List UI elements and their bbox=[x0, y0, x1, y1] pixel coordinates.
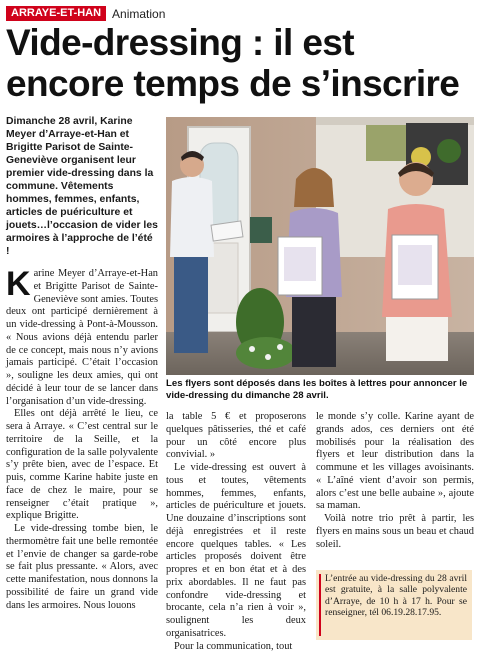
body-paragraph: Le vide-dressing tombe bien, le thermomètre fait une belle remontée et l’envie de changer sa garde-robe se fait plus pressante. « Alors, avec cette manifestation, nous donnons la possibilité de faire un grand vide dans les armoires. Nous louons bbox=[6, 523, 158, 612]
photo-caption: Les flyers sont déposés dans les boîtes à lettres pour annoncer le vide-dressing du dimanche 28 avril. bbox=[166, 378, 474, 402]
body-paragraph: la table 5 € et proposerons quelques pâtisseries, thé et café pour un côté encore plus convivial. » bbox=[166, 411, 306, 462]
photo-trio-with-flyers bbox=[166, 117, 474, 375]
body-column-3 bbox=[316, 411, 474, 551]
body-paragraph: Voilà notre trio prêt à partir, les flyers en mains sous un beau et chaud soleil. bbox=[316, 513, 474, 551]
practical-info-box bbox=[316, 570, 472, 640]
body-paragraph: Pour la communication, tout bbox=[166, 641, 306, 653]
rubric-label: Animation bbox=[112, 7, 165, 21]
section-header bbox=[6, 6, 165, 21]
info-text: L’entrée au vide-dressing du 28 avril est gratuite, à la salle polyvalente d’Arraye, de 10 h à 17 h. Pour se renseigner, tél 06.19.28.17.95. bbox=[325, 573, 467, 618]
article-photo bbox=[166, 117, 474, 375]
dropcap-letter: K bbox=[6, 270, 31, 298]
body-paragraph: Le vide-dressing est ouvert à tous et toutes, vêtements hommes, femmes, enfants, articles de puériculture et jouets. Une douzaine d’inscriptions sont déjà enregistrées et il reste encore quelques tables. « Les articles proposés doivent être propres et en bon état et à des prix abordables. Il ne faut pas confondre vide-dressing et brocante, cela n’a rien à voir », soulignent les deux organisatrices. bbox=[166, 462, 306, 641]
body-paragraph: le monde s’y colle. Karine ayant de grands ados, ces derniers ont été mobilisés pour la réalisation des flyers et leur distribution dans la commune et les villages avoisinants. « L’aîné vient d’avoir son permis, alors c’est une belle aubaine », ajoute sa maman. bbox=[316, 411, 474, 513]
body-paragraph bbox=[6, 268, 158, 408]
body-column-2 bbox=[166, 411, 306, 653]
body-paragraph: Elles ont déjà arrêté le lieu, ce sera à Arraye. « C’est central sur le territoire de la Seille, et la configuration de la salle polyvalente s’y prête bien, avec de l’espace. Et puis, comme Karine habite juste en face de chez le maire, pour se renseigner c’était pratique », explique Brigitte. bbox=[6, 408, 158, 523]
body-column-1 bbox=[6, 268, 158, 612]
paragraph-text: arine Meyer d’Arraye-et-Han et Brigitte Parisot de Sainte-Geneviève sont amies. Toutes deux ont participé dernièrement à un vide-dressing à Pont-à-Mousson. « Nous avions déjà entendu parler de ce concept, mais nous n’y avions jamais participé. C’était l’occasion », souligne les deux amies, qui ont décidé à leur tour de se lancer dans l’organisation d’un vide-dressing. bbox=[6, 268, 158, 407]
article-lede: Dimanche 28 avril, Karine Meyer d’Arraye-et-Han et Brigitte Parisot de Sainte-Geneviève organisent leur premier vide-dressing dans la commune. Vêtements hommes, femmes, enfants, articles de puériculture et jouets…l’occasion de vider les armoires à l’approche de l’été ! bbox=[6, 115, 158, 258]
location-tag: ARRAYE-ET-HAN bbox=[6, 6, 106, 21]
article-headline: Vide-dressing : il est encore temps de s’inscrire bbox=[6, 22, 476, 104]
